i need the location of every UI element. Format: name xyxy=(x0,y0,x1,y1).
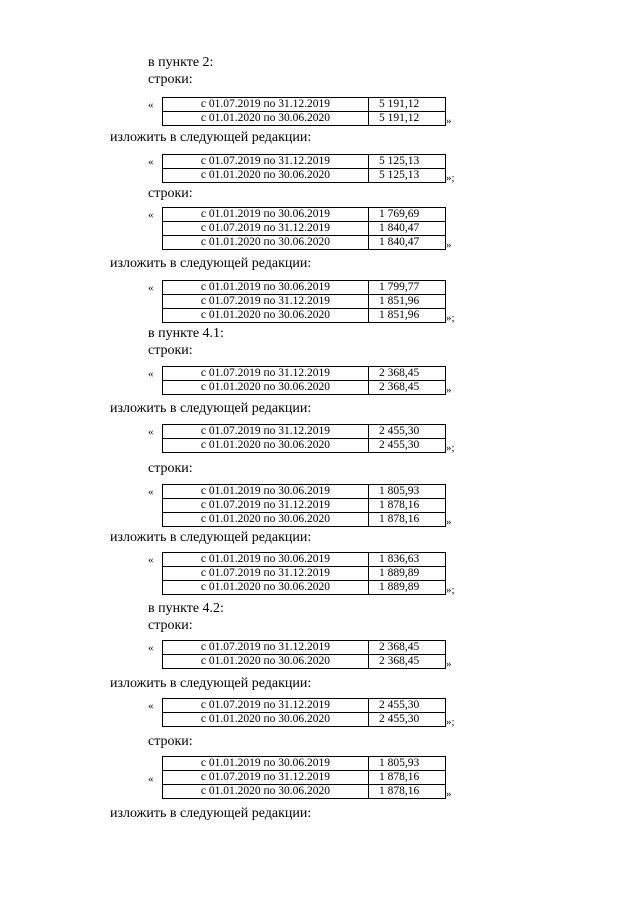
period-cell: с 01.07.2019 по 31.12.2019 xyxy=(163,425,369,439)
period-cell: с 01.01.2020 по 30.06.2020 xyxy=(163,513,369,527)
period-cell: с 01.01.2019 по 30.06.2019 xyxy=(163,485,369,499)
table-row xyxy=(163,169,446,183)
open-quote: « xyxy=(148,486,154,498)
open-quote: « xyxy=(148,773,154,785)
close-quote: » xyxy=(446,658,452,670)
period-cell: с 01.01.2020 по 30.06.2020 xyxy=(163,713,369,727)
rate-table xyxy=(162,640,446,669)
period-cell: с 01.01.2020 по 30.06.2020 xyxy=(163,112,369,126)
period-cell: с 01.07.2019 по 31.12.2019 xyxy=(163,222,369,236)
value-cell: 5 191,12 xyxy=(369,112,446,126)
value-cell: 2 368,45 xyxy=(369,381,446,395)
close-quote: » xyxy=(446,115,452,127)
value-cell: 2 455,30 xyxy=(369,439,446,453)
paragraph-text: строки: xyxy=(148,72,193,87)
table-row xyxy=(163,699,446,713)
table-row xyxy=(163,236,446,250)
paragraph-text: строки: xyxy=(148,734,193,749)
value-cell: 1 889,89 xyxy=(369,581,446,595)
table-row xyxy=(163,112,446,126)
open-quote: « xyxy=(148,700,154,712)
value-cell: 1 851,96 xyxy=(369,295,446,309)
value-cell: 5 125,13 xyxy=(369,155,446,169)
value-cell: 2 455,30 xyxy=(369,699,446,713)
table-row xyxy=(163,499,446,513)
period-cell: с 01.01.2020 по 30.06.2020 xyxy=(163,655,369,669)
period-cell: с 01.07.2019 по 31.12.2019 xyxy=(163,155,369,169)
open-quote: « xyxy=(148,554,154,566)
table-row xyxy=(163,553,446,567)
value-cell: 5 125,13 xyxy=(369,169,446,183)
period-cell: с 01.01.2020 по 30.06.2020 xyxy=(163,169,369,183)
open-quote: « xyxy=(148,642,154,654)
table-row xyxy=(163,567,446,581)
rate-table xyxy=(162,366,446,395)
period-cell: с 01.01.2019 по 30.06.2019 xyxy=(163,553,369,567)
table-row xyxy=(163,439,446,453)
open-quote: « xyxy=(148,209,154,221)
paragraph-text: изложить в следующей редакции: xyxy=(110,256,312,271)
table-row xyxy=(163,222,446,236)
paragraph-text: изложить в следующей редакции: xyxy=(110,401,312,416)
value-cell: 1 769,69 xyxy=(369,208,446,222)
value-cell: 1 878,16 xyxy=(369,785,446,799)
close-quote: » xyxy=(446,384,452,396)
table-row xyxy=(163,641,446,655)
value-cell: 1 840,47 xyxy=(369,222,446,236)
close-quote: »; xyxy=(446,312,455,324)
paragraph-text: изложить в следующей редакции: xyxy=(110,676,312,691)
table-row xyxy=(163,757,446,771)
value-cell: 1 799,77 xyxy=(369,281,446,295)
paragraph-text: строки: xyxy=(148,343,193,358)
paragraph-text: изложить в следующей редакции: xyxy=(110,530,312,545)
value-cell: 2 368,45 xyxy=(369,367,446,381)
value-cell: 1 805,93 xyxy=(369,757,446,771)
rate-table xyxy=(162,280,446,323)
open-quote: « xyxy=(148,368,154,380)
open-quote: « xyxy=(148,426,154,438)
period-cell: с 01.01.2020 по 30.06.2020 xyxy=(163,381,369,395)
table-row xyxy=(163,381,446,395)
table-row xyxy=(163,713,446,727)
value-cell: 1 851,96 xyxy=(369,309,446,323)
period-cell: с 01.07.2019 по 31.12.2019 xyxy=(163,98,369,112)
period-cell: с 01.01.2019 по 30.06.2019 xyxy=(163,757,369,771)
period-cell: с 01.07.2019 по 31.12.2019 xyxy=(163,641,369,655)
period-cell: с 01.07.2019 по 31.12.2019 xyxy=(163,295,369,309)
value-cell: 1 878,16 xyxy=(369,771,446,785)
value-cell: 2 455,30 xyxy=(369,713,446,727)
paragraph-text: в пункте 4.2: xyxy=(148,601,224,616)
rate-table xyxy=(162,97,446,126)
period-cell: с 01.01.2020 по 30.06.2020 xyxy=(163,236,369,250)
period-cell: с 01.01.2019 по 30.06.2019 xyxy=(163,281,369,295)
rate-table xyxy=(162,698,446,727)
paragraph-text: строки: xyxy=(148,618,193,633)
period-cell: с 01.07.2019 по 31.12.2019 xyxy=(163,367,369,381)
value-cell: 2 368,45 xyxy=(369,655,446,669)
table-row xyxy=(163,771,446,785)
table-row xyxy=(163,655,446,669)
paragraph-text: строки: xyxy=(148,461,193,476)
paragraph-text: изложить в следующей редакции: xyxy=(110,806,312,821)
period-cell: с 01.07.2019 по 31.12.2019 xyxy=(163,567,369,581)
table-row xyxy=(163,208,446,222)
period-cell: с 01.01.2019 по 30.06.2019 xyxy=(163,208,369,222)
rate-table xyxy=(162,484,446,527)
open-quote: « xyxy=(148,99,154,111)
table-row xyxy=(163,281,446,295)
value-cell: 1 805,93 xyxy=(369,485,446,499)
period-cell: с 01.01.2020 по 30.06.2020 xyxy=(163,309,369,323)
rate-table xyxy=(162,154,446,183)
close-quote: »; xyxy=(446,716,455,728)
period-cell: с 01.07.2019 по 31.12.2019 xyxy=(163,699,369,713)
paragraph-text: в пункте 2: xyxy=(148,55,214,70)
table-row xyxy=(163,295,446,309)
table-row xyxy=(163,785,446,799)
value-cell: 1 889,89 xyxy=(369,567,446,581)
value-cell: 2 368,45 xyxy=(369,641,446,655)
table-row xyxy=(163,367,446,381)
period-cell: с 01.01.2020 по 30.06.2020 xyxy=(163,581,369,595)
table-row xyxy=(163,485,446,499)
value-cell: 1 878,16 xyxy=(369,513,446,527)
table-row xyxy=(163,513,446,527)
close-quote: » xyxy=(446,516,452,528)
rate-table xyxy=(162,207,446,250)
rate-table xyxy=(162,552,446,595)
rate-table xyxy=(162,424,446,453)
table-row xyxy=(163,98,446,112)
value-cell: 5 191,12 xyxy=(369,98,446,112)
close-quote: »; xyxy=(446,584,455,596)
value-cell: 2 455,30 xyxy=(369,425,446,439)
rate-table xyxy=(162,756,446,799)
close-quote: »; xyxy=(446,172,455,184)
table-row xyxy=(163,155,446,169)
value-cell: 1 878,16 xyxy=(369,499,446,513)
close-quote: »; xyxy=(446,442,455,454)
period-cell: с 01.07.2019 по 31.12.2019 xyxy=(163,499,369,513)
table-row xyxy=(163,581,446,595)
open-quote: « xyxy=(148,282,154,294)
table-row xyxy=(163,425,446,439)
close-quote: » xyxy=(446,788,452,800)
paragraph-text: в пункте 4.1: xyxy=(148,326,224,341)
period-cell: с 01.01.2020 по 30.06.2020 xyxy=(163,439,369,453)
close-quote: » xyxy=(446,239,452,251)
value-cell: 1 836,63 xyxy=(369,553,446,567)
table-row xyxy=(163,309,446,323)
value-cell: 1 840,47 xyxy=(369,236,446,250)
paragraph-text: строки: xyxy=(148,186,193,201)
paragraph-text: изложить в следующей редакции: xyxy=(110,130,312,145)
period-cell: с 01.07.2019 по 31.12.2019 xyxy=(163,771,369,785)
period-cell: с 01.01.2020 по 30.06.2020 xyxy=(163,785,369,799)
open-quote: « xyxy=(148,156,154,168)
